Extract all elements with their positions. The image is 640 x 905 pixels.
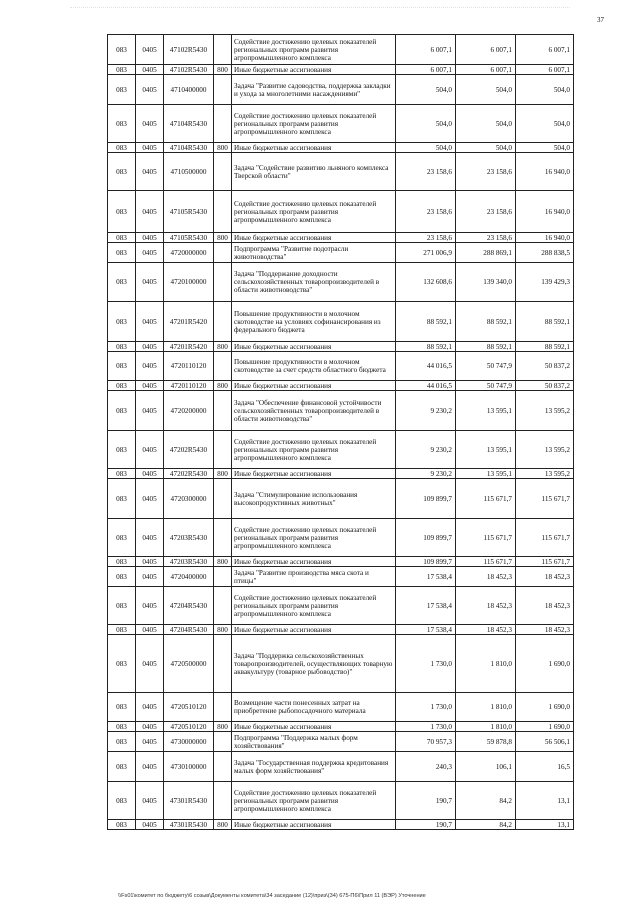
cell-amount-2: 115 671,7 xyxy=(456,557,516,567)
cell-name: Содействие достижению целевых показателей региональных программ развития агропромышленного комплекса xyxy=(232,35,396,65)
cell-amount-2: 13 595,1 xyxy=(456,391,516,431)
table-row xyxy=(108,479,574,519)
cell-amount-3: 115 671,7 xyxy=(516,479,574,519)
cell-ved-code: 083 xyxy=(108,243,136,263)
cell-name: Задача "Развитие садоводства, поддержка закладки и ухода за многолетними насаждениями" xyxy=(232,75,396,105)
scan-header-noise xyxy=(70,7,570,11)
cell-amount-2: 23 158,6 xyxy=(456,153,516,191)
table-row xyxy=(108,635,574,693)
cell-section-code: 0405 xyxy=(136,820,164,830)
cell-amount-1: 44 016,5 xyxy=(396,381,456,391)
cell-amount-2: 13 595,1 xyxy=(456,469,516,479)
cell-ved-code: 083 xyxy=(108,153,136,191)
cell-ved-code: 083 xyxy=(108,342,136,352)
table-row xyxy=(108,732,574,752)
cell-amount-3: 13 595,2 xyxy=(516,391,574,431)
table-row xyxy=(108,35,574,65)
cell-ved-code: 083 xyxy=(108,567,136,587)
cell-amount-1: 17 538,4 xyxy=(396,625,456,635)
cell-amount-1: 190,7 xyxy=(396,820,456,830)
cell-section-code: 0405 xyxy=(136,75,164,105)
cell-expense-type: 800 xyxy=(214,469,232,479)
cell-amount-2: 504,0 xyxy=(456,143,516,153)
cell-expense-type: 800 xyxy=(214,65,232,75)
cell-expense-type xyxy=(214,519,232,557)
cell-ved-code: 083 xyxy=(108,75,136,105)
cell-ved-code: 083 xyxy=(108,302,136,342)
cell-ved-code: 083 xyxy=(108,722,136,732)
cell-target-article: 47202R5430 xyxy=(164,469,214,479)
cell-amount-1: 23 158,6 xyxy=(396,233,456,243)
cell-amount-3: 16,5 xyxy=(516,752,574,782)
cell-name: Содействие достижению целевых показателей региональных программ развития агропромышленного комплекса xyxy=(232,105,396,143)
cell-ved-code: 083 xyxy=(108,233,136,243)
cell-name: Иные бюджетные ассигнования xyxy=(232,65,396,75)
cell-amount-2: 1 810,0 xyxy=(456,635,516,693)
table-row xyxy=(108,625,574,635)
cell-name: Задача "Поддержка сельскохозяйственных товаропроизводителей, осуществляющих товарную аквакультуру (товарное рыбоводство)" xyxy=(232,635,396,693)
cell-target-article: 4720200000 xyxy=(164,391,214,431)
cell-ved-code: 083 xyxy=(108,693,136,722)
cell-name: Содействие достижению целевых показателей региональных программ развития агропромышленного комплекса xyxy=(232,782,396,820)
cell-target-article: 4710500000 xyxy=(164,153,214,191)
cell-name: Задача "Развитие производства мяса скота и птицы" xyxy=(232,567,396,587)
cell-amount-1: 9 230,2 xyxy=(396,391,456,431)
table-body xyxy=(108,35,574,830)
cell-name: Задача "Содействие развитию льняного комплекса Тверской области" xyxy=(232,153,396,191)
cell-amount-1: 17 538,4 xyxy=(396,567,456,587)
cell-expense-type xyxy=(214,105,232,143)
table-row xyxy=(108,820,574,830)
cell-amount-2: 288 869,1 xyxy=(456,243,516,263)
cell-name: Иные бюджетные ассигнования xyxy=(232,342,396,352)
cell-name: Повышение продуктивности в молочном скотоводстве на условиях софинансирования из федерального бюджета xyxy=(232,302,396,342)
cell-amount-3: 504,0 xyxy=(516,75,574,105)
cell-amount-2: 18 452,3 xyxy=(456,625,516,635)
cell-section-code: 0405 xyxy=(136,431,164,469)
cell-section-code: 0405 xyxy=(136,519,164,557)
cell-amount-2: 1 810,0 xyxy=(456,722,516,732)
cell-target-article: 47104R5430 xyxy=(164,105,214,143)
cell-expense-type xyxy=(214,782,232,820)
cell-amount-3: 13,1 xyxy=(516,782,574,820)
cell-amount-2: 139 340,0 xyxy=(456,263,516,302)
cell-ved-code: 083 xyxy=(108,625,136,635)
cell-amount-3: 16 940,0 xyxy=(516,191,574,233)
cell-name: Иные бюджетные ассигнования xyxy=(232,625,396,635)
cell-amount-3: 13,1 xyxy=(516,820,574,830)
cell-section-code: 0405 xyxy=(136,722,164,732)
cell-section-code: 0405 xyxy=(136,191,164,233)
cell-amount-3: 288 838,5 xyxy=(516,243,574,263)
cell-target-article: 4720000000 xyxy=(164,243,214,263)
cell-target-article: 4720300000 xyxy=(164,479,214,519)
cell-ved-code: 083 xyxy=(108,191,136,233)
cell-ved-code: 083 xyxy=(108,263,136,302)
cell-amount-1: 1 730,0 xyxy=(396,635,456,693)
cell-expense-type xyxy=(214,752,232,782)
page-number: 37 xyxy=(597,16,604,24)
cell-amount-2: 504,0 xyxy=(456,75,516,105)
cell-amount-2: 23 158,6 xyxy=(456,233,516,243)
cell-section-code: 0405 xyxy=(136,35,164,65)
cell-ved-code: 083 xyxy=(108,65,136,75)
cell-ved-code: 083 xyxy=(108,431,136,469)
cell-ved-code: 083 xyxy=(108,820,136,830)
cell-target-article: 47202R5430 xyxy=(164,431,214,469)
cell-section-code: 0405 xyxy=(136,635,164,693)
cell-amount-1: 109 899,7 xyxy=(396,557,456,567)
cell-amount-2: 23 158,6 xyxy=(456,191,516,233)
cell-amount-3: 504,0 xyxy=(516,105,574,143)
cell-name: Задача "Обеспечение финансовой устойчивости сельскохозяйственных товаропроизводителей в области животноводства" xyxy=(232,391,396,431)
cell-target-article: 4730100000 xyxy=(164,752,214,782)
cell-section-code: 0405 xyxy=(136,732,164,752)
table-row xyxy=(108,519,574,557)
table-row xyxy=(108,469,574,479)
cell-section-code: 0405 xyxy=(136,302,164,342)
cell-ved-code: 083 xyxy=(108,381,136,391)
cell-expense-type: 800 xyxy=(214,625,232,635)
cell-amount-3: 88 592,1 xyxy=(516,342,574,352)
cell-ved-code: 083 xyxy=(108,352,136,381)
cell-amount-1: 88 592,1 xyxy=(396,342,456,352)
cell-ved-code: 083 xyxy=(108,469,136,479)
table-row xyxy=(108,752,574,782)
cell-target-article: 47102R5430 xyxy=(164,35,214,65)
cell-target-article: 47203R5430 xyxy=(164,519,214,557)
cell-amount-1: 9 230,2 xyxy=(396,431,456,469)
cell-amount-2: 50 747,9 xyxy=(456,381,516,391)
cell-amount-3: 16 940,0 xyxy=(516,233,574,243)
table-row xyxy=(108,352,574,381)
cell-expense-type xyxy=(214,243,232,263)
cell-amount-2: 6 007,1 xyxy=(456,35,516,65)
table-row xyxy=(108,391,574,431)
cell-section-code: 0405 xyxy=(136,65,164,75)
cell-target-article: 47105R5430 xyxy=(164,233,214,243)
cell-amount-1: 504,0 xyxy=(396,143,456,153)
cell-section-code: 0405 xyxy=(136,381,164,391)
cell-section-code: 0405 xyxy=(136,105,164,143)
cell-name: Иные бюджетные ассигнования xyxy=(232,233,396,243)
cell-section-code: 0405 xyxy=(136,243,164,263)
table-row xyxy=(108,587,574,625)
cell-section-code: 0405 xyxy=(136,557,164,567)
cell-ved-code: 083 xyxy=(108,519,136,557)
cell-ved-code: 083 xyxy=(108,479,136,519)
cell-section-code: 0405 xyxy=(136,391,164,431)
cell-ved-code: 083 xyxy=(108,752,136,782)
budget-table xyxy=(107,34,574,830)
cell-name: Задача "Поддержание доходности сельскохозяйственных товаропроизводителей в области животноводства" xyxy=(232,263,396,302)
cell-expense-type: 800 xyxy=(214,233,232,243)
cell-target-article: 4720100000 xyxy=(164,263,214,302)
cell-target-article: 47105R5430 xyxy=(164,191,214,233)
cell-amount-1: 6 007,1 xyxy=(396,65,456,75)
cell-amount-3: 50 837,2 xyxy=(516,352,574,381)
cell-name: Иные бюджетные ассигнования xyxy=(232,381,396,391)
cell-name: Возмещение части понесенных затрат на приобретение рыбопосадочного материала xyxy=(232,693,396,722)
cell-ved-code: 083 xyxy=(108,732,136,752)
table-row xyxy=(108,342,574,352)
cell-amount-3: 1 690,0 xyxy=(516,635,574,693)
cell-expense-type xyxy=(214,431,232,469)
table-row xyxy=(108,153,574,191)
cell-section-code: 0405 xyxy=(136,153,164,191)
cell-amount-2: 84,2 xyxy=(456,782,516,820)
cell-expense-type xyxy=(214,567,232,587)
cell-expense-type: 800 xyxy=(214,143,232,153)
cell-section-code: 0405 xyxy=(136,352,164,381)
cell-expense-type xyxy=(214,35,232,65)
cell-amount-1: 6 007,1 xyxy=(396,35,456,65)
cell-section-code: 0405 xyxy=(136,479,164,519)
cell-amount-1: 44 016,5 xyxy=(396,352,456,381)
cell-name: Иные бюджетные ассигнования xyxy=(232,469,396,479)
cell-amount-1: 9 230,2 xyxy=(396,469,456,479)
cell-amount-1: 23 158,6 xyxy=(396,153,456,191)
cell-amount-1: 504,0 xyxy=(396,105,456,143)
cell-ved-code: 083 xyxy=(108,35,136,65)
cell-target-article: 47301R5430 xyxy=(164,820,214,830)
cell-expense-type xyxy=(214,191,232,233)
cell-amount-1: 271 006,9 xyxy=(396,243,456,263)
cell-target-article: 4710400000 xyxy=(164,75,214,105)
cell-amount-3: 50 837,2 xyxy=(516,381,574,391)
cell-name: Содействие достижению целевых показателей региональных программ развития агропромышленного комплекса xyxy=(232,191,396,233)
table-row xyxy=(108,557,574,567)
cell-expense-type: 800 xyxy=(214,381,232,391)
cell-target-article: 4720110120 xyxy=(164,352,214,381)
cell-name: Иные бюджетные ассигнования xyxy=(232,557,396,567)
cell-target-article: 4720500000 xyxy=(164,635,214,693)
cell-name: Содействие достижению целевых показателей региональных программ развития агропромышленного комплекса xyxy=(232,587,396,625)
cell-amount-3: 6 007,1 xyxy=(516,35,574,65)
cell-amount-1: 109 899,7 xyxy=(396,519,456,557)
cell-amount-1: 70 957,3 xyxy=(396,732,456,752)
cell-section-code: 0405 xyxy=(136,752,164,782)
cell-target-article: 4730000000 xyxy=(164,732,214,752)
cell-name: Повышение продуктивности в молочном скотоводстве за счет средств областного бюджета xyxy=(232,352,396,381)
cell-target-article: 47201R5420 xyxy=(164,342,214,352)
cell-section-code: 0405 xyxy=(136,693,164,722)
cell-target-article: 47104R5430 xyxy=(164,143,214,153)
cell-section-code: 0405 xyxy=(136,782,164,820)
table-row xyxy=(108,693,574,722)
cell-section-code: 0405 xyxy=(136,587,164,625)
cell-amount-2: 59 878,8 xyxy=(456,732,516,752)
cell-name: Иные бюджетные ассигнования xyxy=(232,722,396,732)
cell-amount-2: 50 747,9 xyxy=(456,352,516,381)
cell-amount-3: 6 007,1 xyxy=(516,65,574,75)
table-row xyxy=(108,263,574,302)
cell-target-article: 4720510120 xyxy=(164,722,214,732)
cell-amount-2: 18 452,3 xyxy=(456,567,516,587)
cell-expense-type: 800 xyxy=(214,342,232,352)
cell-amount-1: 23 158,6 xyxy=(396,191,456,233)
table-row xyxy=(108,381,574,391)
cell-amount-3: 504,0 xyxy=(516,143,574,153)
cell-amount-2: 115 671,7 xyxy=(456,519,516,557)
cell-amount-1: 17 538,4 xyxy=(396,587,456,625)
cell-expense-type xyxy=(214,352,232,381)
cell-amount-2: 115 671,7 xyxy=(456,479,516,519)
cell-section-code: 0405 xyxy=(136,567,164,587)
cell-name: Содействие достижению целевых показателей региональных программ развития агропромышленного комплекса xyxy=(232,519,396,557)
cell-ved-code: 083 xyxy=(108,782,136,820)
cell-amount-1: 240,3 xyxy=(396,752,456,782)
cell-expense-type xyxy=(214,263,232,302)
cell-target-article: 4720510120 xyxy=(164,693,214,722)
cell-amount-1: 88 592,1 xyxy=(396,302,456,342)
cell-expense-type xyxy=(214,693,232,722)
cell-amount-3: 1 690,0 xyxy=(516,722,574,732)
cell-target-article: 4720110120 xyxy=(164,381,214,391)
table-row xyxy=(108,567,574,587)
cell-amount-3: 115 671,7 xyxy=(516,519,574,557)
cell-expense-type: 800 xyxy=(214,820,232,830)
cell-amount-2: 6 007,1 xyxy=(456,65,516,75)
cell-amount-2: 88 592,1 xyxy=(456,342,516,352)
cell-amount-2: 13 595,1 xyxy=(456,431,516,469)
table-row xyxy=(108,233,574,243)
cell-expense-type xyxy=(214,391,232,431)
cell-name: Иные бюджетные ассигнования xyxy=(232,820,396,830)
cell-expense-type xyxy=(214,587,232,625)
cell-amount-3: 16 940,0 xyxy=(516,153,574,191)
cell-amount-3: 56 506,1 xyxy=(516,732,574,752)
table-row xyxy=(108,431,574,469)
cell-amount-3: 115 671,7 xyxy=(516,557,574,567)
cell-expense-type xyxy=(214,302,232,342)
cell-expense-type xyxy=(214,479,232,519)
cell-amount-2: 84,2 xyxy=(456,820,516,830)
cell-amount-2: 106,1 xyxy=(456,752,516,782)
cell-amount-3: 88 592,1 xyxy=(516,302,574,342)
cell-amount-3: 139 429,3 xyxy=(516,263,574,302)
cell-amount-3: 13 595,2 xyxy=(516,431,574,469)
cell-amount-1: 132 608,6 xyxy=(396,263,456,302)
cell-name: Содействие достижению целевых показателей региональных программ развития агропромышленного комплекса xyxy=(232,431,396,469)
cell-amount-2: 1 810,0 xyxy=(456,693,516,722)
cell-ved-code: 083 xyxy=(108,105,136,143)
cell-name: Иные бюджетные ассигнования xyxy=(232,143,396,153)
cell-ved-code: 083 xyxy=(108,391,136,431)
cell-expense-type: 800 xyxy=(214,557,232,567)
cell-amount-1: 504,0 xyxy=(396,75,456,105)
cell-section-code: 0405 xyxy=(136,233,164,243)
table-row xyxy=(108,191,574,233)
cell-target-article: 47204R5430 xyxy=(164,625,214,635)
cell-target-article: 47102R5430 xyxy=(164,65,214,75)
cell-amount-3: 18 452,3 xyxy=(516,567,574,587)
cell-amount-2: 18 452,3 xyxy=(456,587,516,625)
cell-amount-2: 88 592,1 xyxy=(456,302,516,342)
cell-target-article: 47201R5420 xyxy=(164,302,214,342)
table-row xyxy=(108,302,574,342)
cell-ved-code: 083 xyxy=(108,635,136,693)
cell-expense-type xyxy=(214,635,232,693)
cell-ved-code: 083 xyxy=(108,557,136,567)
cell-amount-1: 109 899,7 xyxy=(396,479,456,519)
cell-name: Задача "Стимулирование использования высокопродуктивных животных" xyxy=(232,479,396,519)
table-row xyxy=(108,243,574,263)
cell-amount-1: 190,7 xyxy=(396,782,456,820)
cell-name: Задача "Государственная поддержка кредитования малых форм хозяйствования" xyxy=(232,752,396,782)
table-row xyxy=(108,782,574,820)
cell-amount-3: 18 452,3 xyxy=(516,587,574,625)
cell-ved-code: 083 xyxy=(108,587,136,625)
cell-name: Подпрограмма "Развитие подотрасли животноводства" xyxy=(232,243,396,263)
cell-target-article: 47301R5430 xyxy=(164,782,214,820)
cell-expense-type: 800 xyxy=(214,722,232,732)
table-row xyxy=(108,65,574,75)
cell-amount-3: 13 595,2 xyxy=(516,469,574,479)
cell-section-code: 0405 xyxy=(136,143,164,153)
cell-expense-type xyxy=(214,153,232,191)
cell-target-article: 47204R5430 xyxy=(164,587,214,625)
table-row xyxy=(108,722,574,732)
table-row xyxy=(108,75,574,105)
cell-section-code: 0405 xyxy=(136,342,164,352)
footer-file-path: \\Fs01\комитет по бюджету\6 созыв\Документы комитета\34 заседание (12)\приз\(34) 675-П6\Прил 11 (ВЭР) Уточнение xyxy=(118,893,426,899)
cell-section-code: 0405 xyxy=(136,469,164,479)
cell-section-code: 0405 xyxy=(136,263,164,302)
cell-target-article: 4720400000 xyxy=(164,567,214,587)
cell-expense-type xyxy=(214,75,232,105)
table-row xyxy=(108,105,574,143)
cell-ved-code: 083 xyxy=(108,143,136,153)
cell-amount-1: 1 730,0 xyxy=(396,693,456,722)
table-row xyxy=(108,143,574,153)
cell-name: Подпрограмма "Поддержка малых форм хозяйствования" xyxy=(232,732,396,752)
cell-amount-3: 1 690,0 xyxy=(516,693,574,722)
cell-amount-1: 1 730,0 xyxy=(396,722,456,732)
cell-amount-3: 18 452,3 xyxy=(516,625,574,635)
cell-target-article: 47203R5430 xyxy=(164,557,214,567)
cell-section-code: 0405 xyxy=(136,625,164,635)
cell-expense-type xyxy=(214,732,232,752)
cell-amount-2: 504,0 xyxy=(456,105,516,143)
